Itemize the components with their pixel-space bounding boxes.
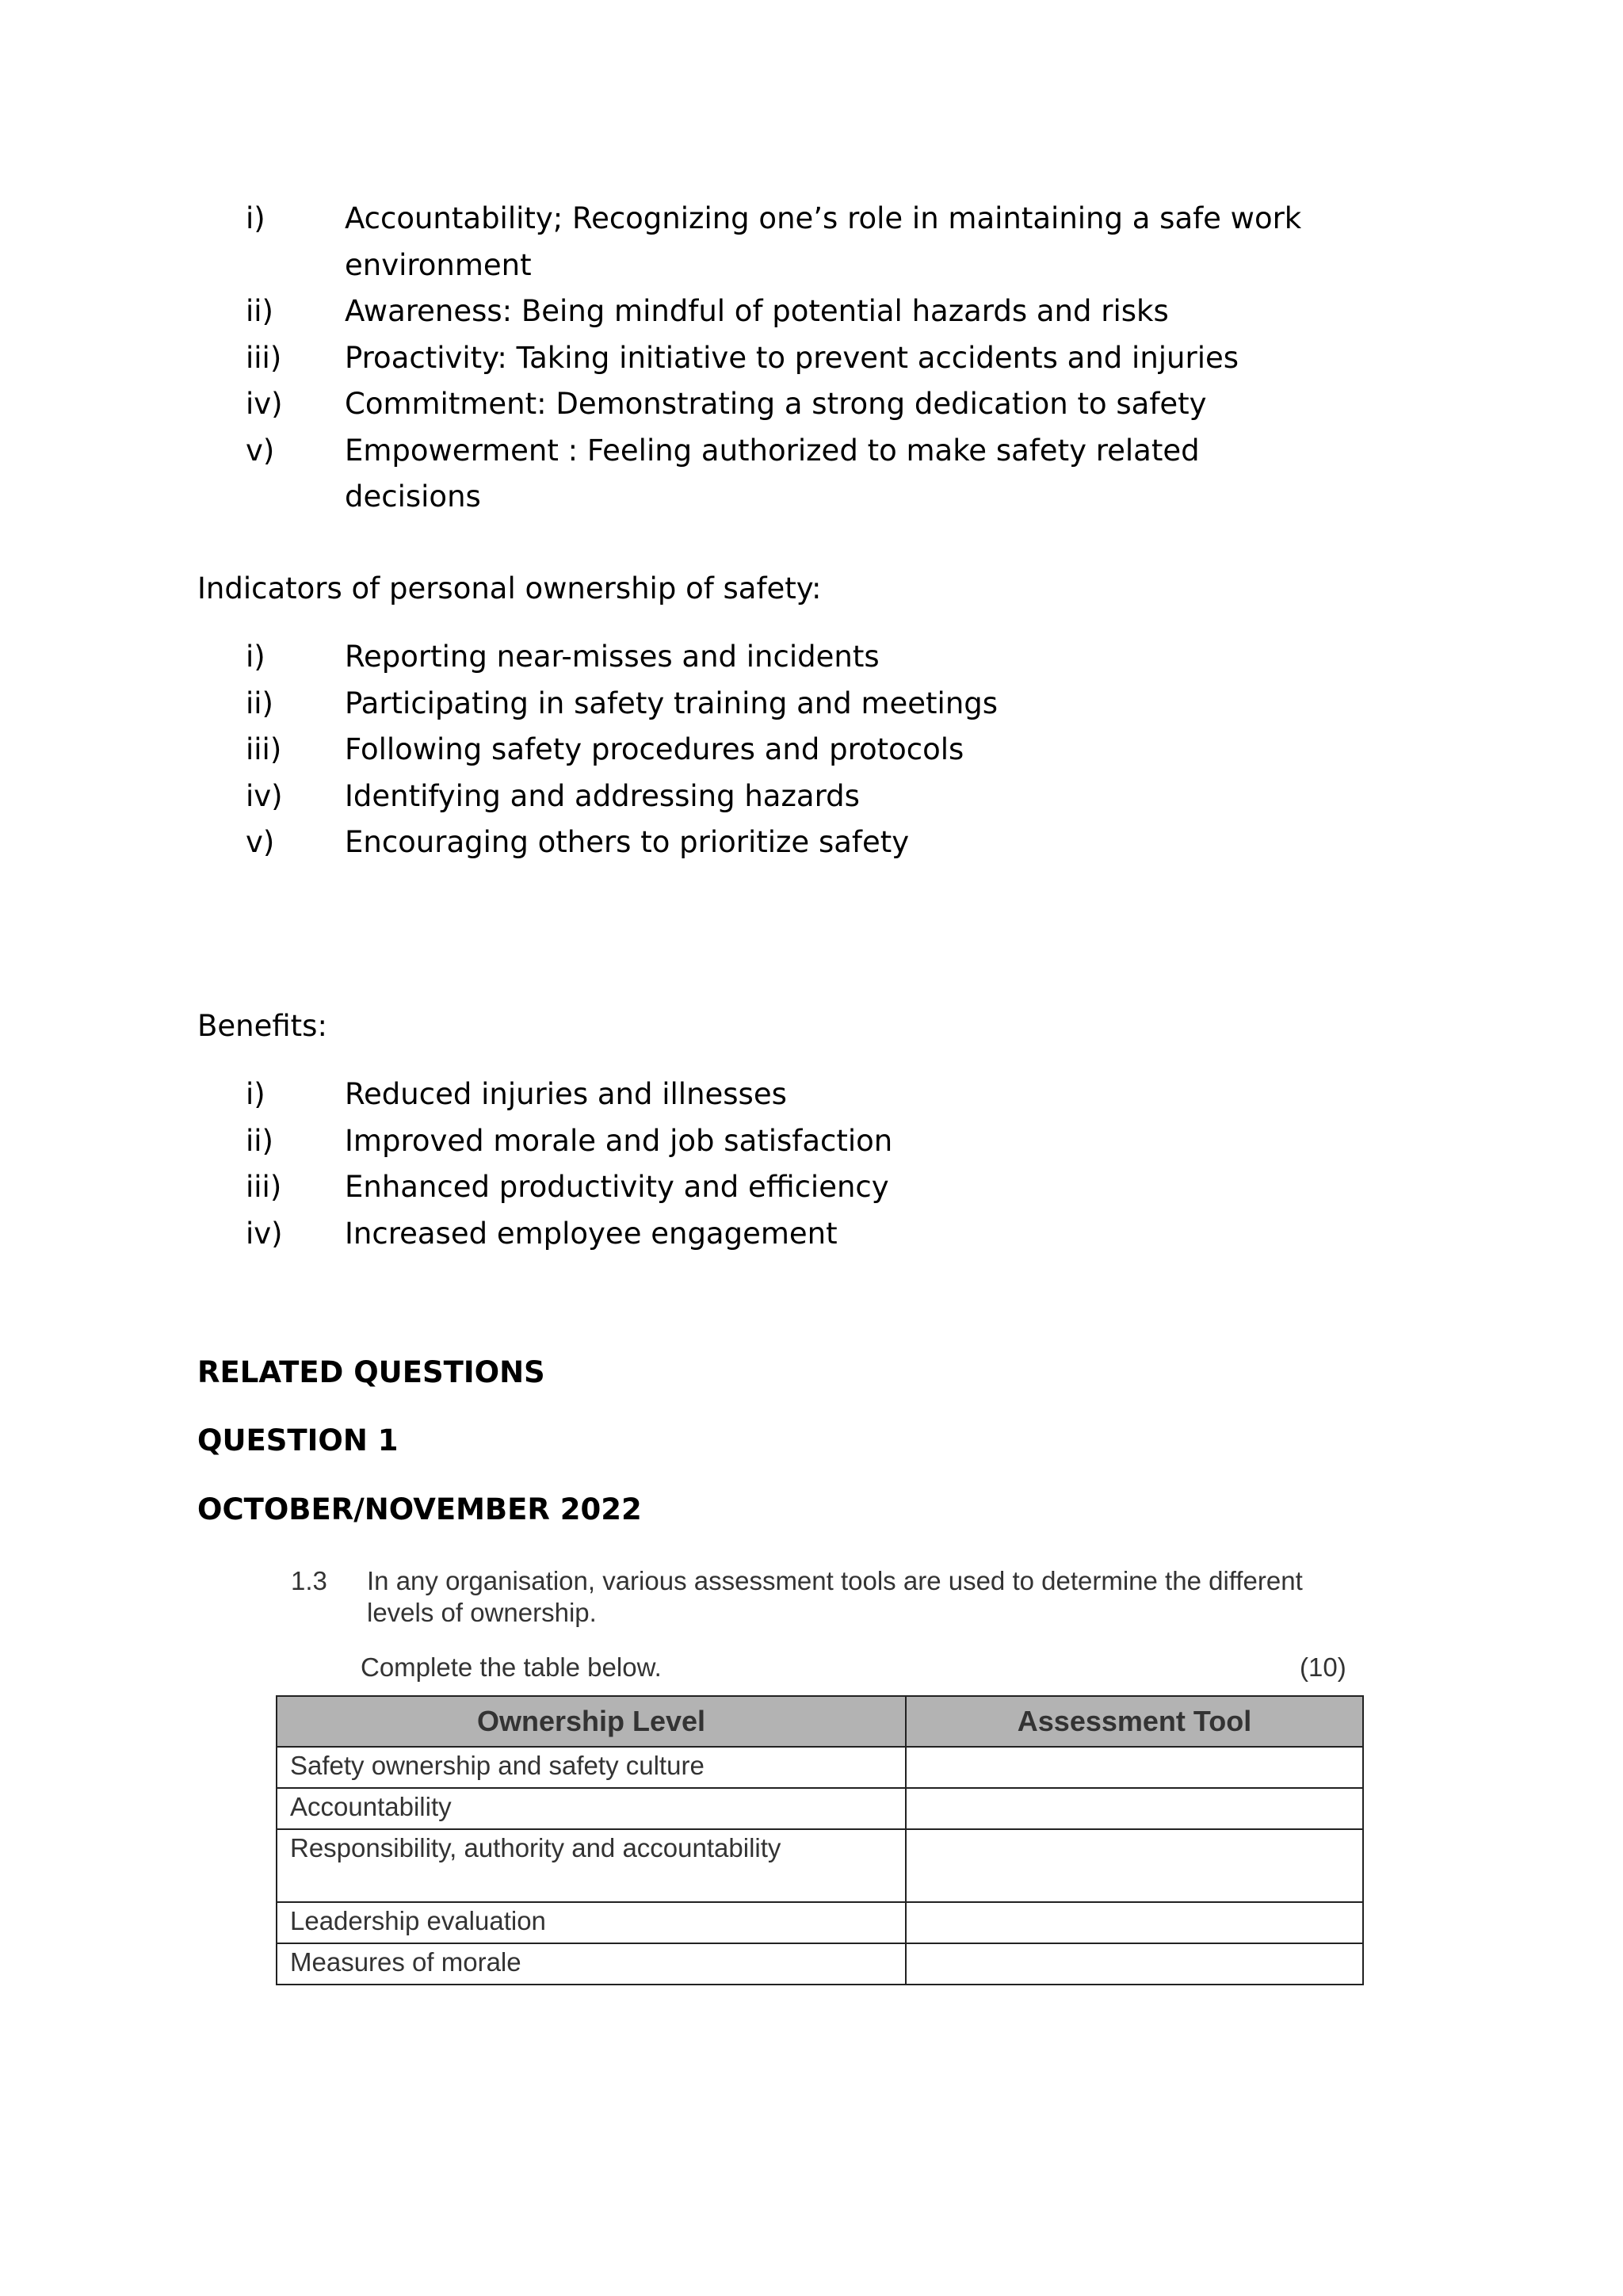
list-item [0, 1211, 1623, 1258]
column-header-assessment-tool: Assessment Tool [906, 1696, 1363, 1747]
assessment-tool-cell [906, 1747, 1363, 1788]
table-row [277, 1829, 1363, 1902]
assessment-tool-cell [906, 1902, 1363, 1943]
list-item [0, 774, 1623, 820]
list-text: Reduced injuries and illnesses [345, 1077, 787, 1111]
question-text: In any organisation, various assessment tools are used to determine the different levels of ownership. [367, 1566, 1303, 1627]
list-item [0, 819, 1623, 866]
list-number: iv) [246, 387, 283, 421]
list-item [0, 634, 1623, 681]
assessment-tool-cell [906, 1943, 1363, 1985]
list-text: Identifying and addressing hazards [345, 778, 860, 813]
ownership-table [276, 1695, 1364, 1985]
list-text: Participating in safety training and meetings [345, 686, 999, 720]
traits-list [0, 196, 1623, 514]
list-text: Awareness: Being mindful of potential hazards and risks [345, 294, 1169, 328]
exam-session-title: OCTOBER/NOVEMBER 2022 [197, 1492, 642, 1526]
list-number: i) [246, 640, 265, 674]
ownership-level-cell: Leadership evaluation [277, 1902, 906, 1943]
list-number: iv) [246, 1216, 283, 1251]
assessment-tool-cell [906, 1788, 1363, 1829]
list-number: ii) [246, 1123, 273, 1158]
list-number: v) [246, 433, 275, 468]
list-number: i) [246, 1077, 265, 1111]
list-text: Following safety procedures and protocols [345, 732, 964, 766]
list-text: Commitment: Demonstrating a strong dedication to safety [345, 387, 1207, 421]
list-item [0, 1072, 1623, 1118]
table-row [277, 1788, 1363, 1829]
list-text: Improved morale and job satisfaction [345, 1123, 893, 1158]
list-item [0, 1118, 1623, 1165]
table-header-row [277, 1696, 1363, 1747]
list-text: Increased employee engagement [345, 1216, 838, 1251]
column-header-ownership-level: Ownership Level [277, 1696, 906, 1747]
list-item [0, 1164, 1623, 1211]
ownership-level-cell: Measures of morale [277, 1943, 906, 1985]
list-item [0, 335, 1623, 382]
benefits-list [0, 1072, 1623, 1257]
indicators-list [0, 634, 1623, 866]
list-item [0, 428, 1623, 514]
list-text: Accountability; Recognizing one’s role in maintaining a safe work environment [345, 201, 1302, 282]
list-item [0, 381, 1623, 428]
ownership-level-cell: Responsibility, authority and accountability [277, 1829, 906, 1902]
list-item [0, 681, 1623, 728]
list-number: ii) [246, 686, 273, 720]
list-text: Encouraging others to prioritize safety [345, 825, 910, 859]
related-questions-title: RELATED QUESTIONS [197, 1355, 545, 1389]
ownership-level-cell: Accountability [277, 1788, 906, 1829]
list-item [0, 288, 1623, 335]
list-text: Reporting near-misses and incidents [345, 640, 880, 674]
ownership-level-cell: Safety ownership and safety culture [277, 1747, 906, 1788]
table-row [277, 1902, 1363, 1943]
list-number: ii) [246, 294, 273, 328]
question-number: 1.3 [291, 1566, 327, 1595]
benefits-heading: Benefits: [197, 1009, 327, 1043]
list-text: Enhanced productivity and efficiency [345, 1170, 889, 1204]
table-row [277, 1747, 1363, 1788]
list-number: iii) [246, 340, 282, 375]
question-number-title: QUESTION 1 [197, 1423, 399, 1457]
list-item [0, 727, 1623, 774]
question-marks: (10) [1300, 1652, 1346, 1682]
table-row [277, 1943, 1363, 1985]
list-number: iii) [246, 1170, 282, 1204]
list-number: i) [246, 201, 265, 235]
list-text: Proactivity: Taking initiative to prevent accidents and injuries [345, 340, 1239, 375]
list-number: v) [246, 825, 275, 859]
list-number: iv) [246, 778, 283, 813]
list-item [0, 196, 1623, 288]
question-instruction: Complete the table below. [361, 1652, 662, 1682]
list-number: iii) [246, 732, 282, 766]
assessment-tool-cell [906, 1829, 1363, 1902]
indicators-heading: Indicators of personal ownership of safety: [197, 571, 822, 606]
list-text: Empowerment : Feeling authorized to make safety related decisions [345, 433, 1200, 514]
